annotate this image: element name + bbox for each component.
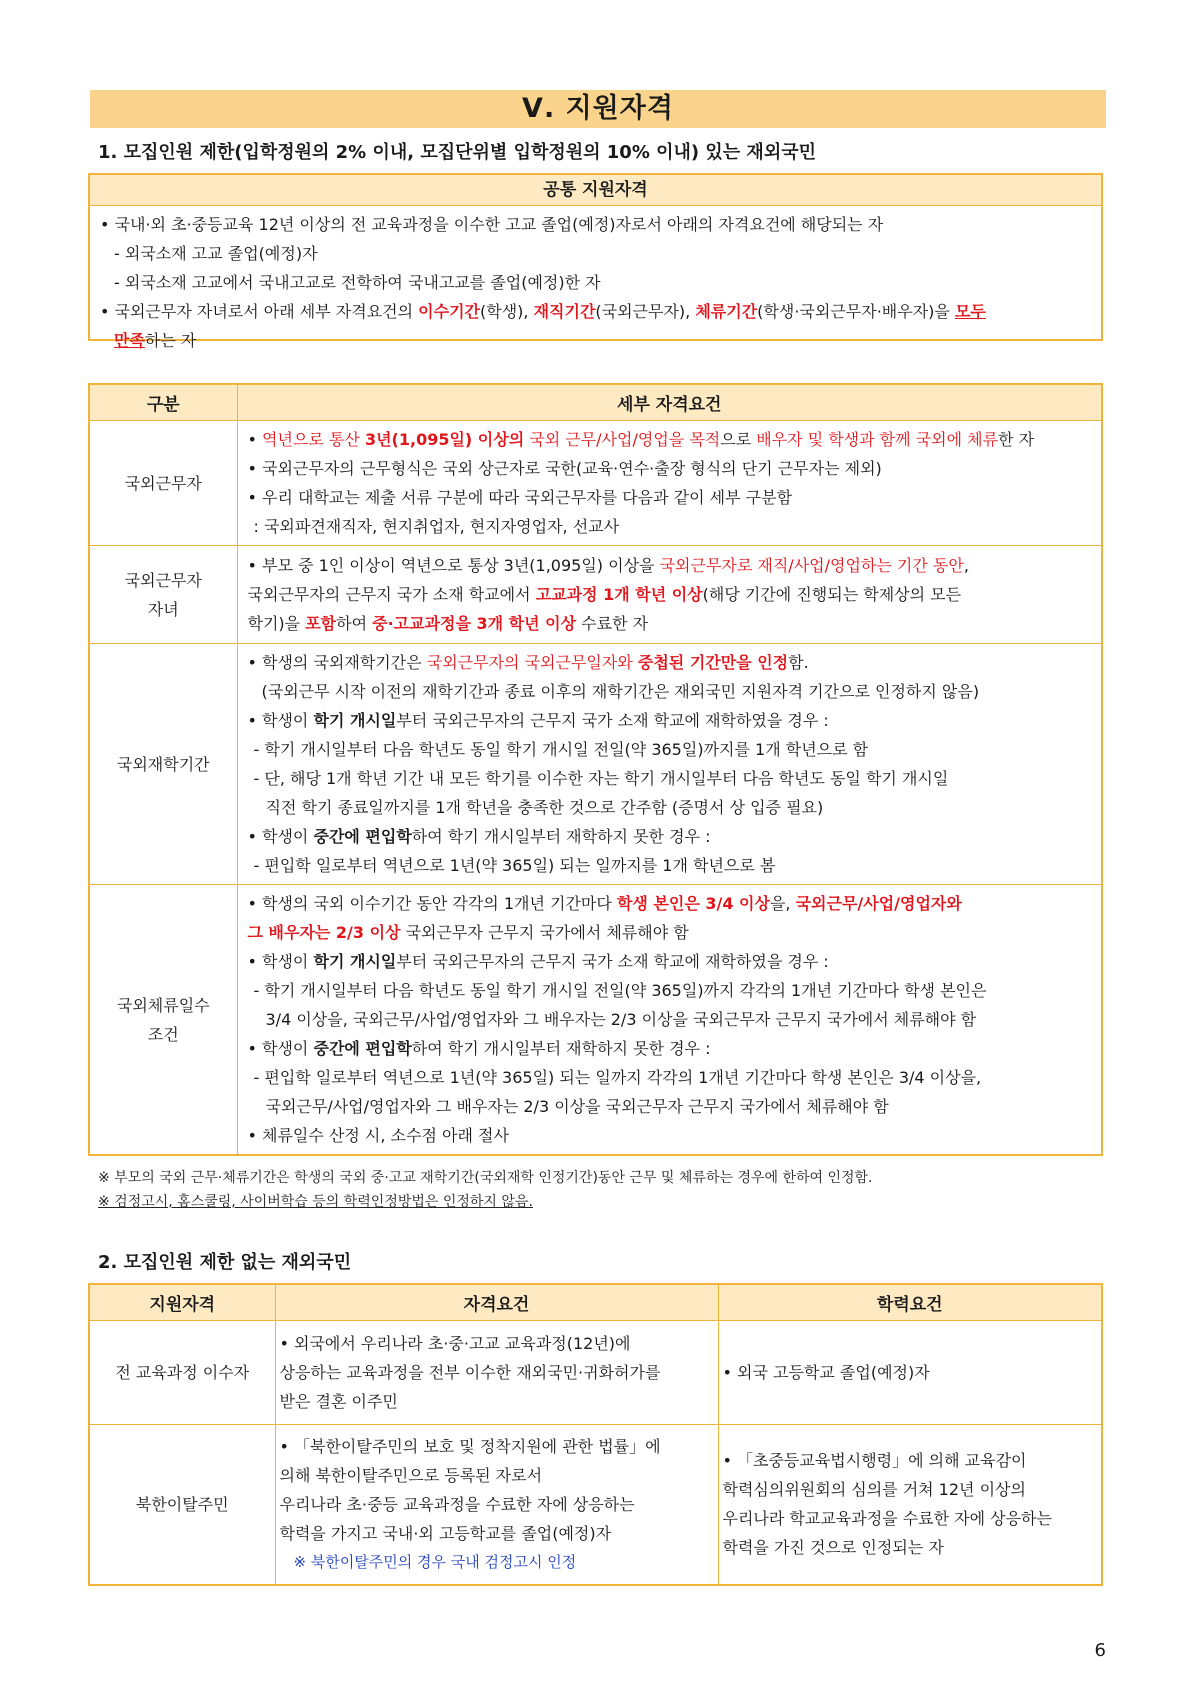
highlight-text: 학생 본인은 3/4 이상 — [616, 894, 770, 913]
common-line-4 — [100, 297, 1091, 326]
worker-line-4: : 국외파견재직자, 현지취업자, 현지자영업자, 선교사 — [253, 517, 620, 536]
row-education-defector — [718, 1425, 1102, 1585]
page-number: 6 — [1094, 1640, 1106, 1661]
highlight-text: 체류기간 — [695, 302, 758, 321]
row-label-worker: 국외근무자 — [89, 421, 237, 546]
education-line: 학력심의위원회의 심의를 거쳐 12년 이상의 — [722, 1480, 1026, 1500]
highlight-text: 국외 근무/사업/영업을 목적 — [524, 430, 721, 449]
text-span: , — [963, 556, 969, 575]
text-span: 학기)을 — [247, 614, 306, 633]
highlight-text: 3년(1,095일) 이상의 — [364, 430, 525, 449]
requirement-line: 의해 북한이탈주민으로 등록된 자로서 — [279, 1465, 543, 1485]
common-line-1: • 국내·외 초·중등교육 12년 이상의 전 교육과정을 이수한 고교 졸업(예정)자로서 아래의 자격요건에 해당되는 자 — [100, 215, 884, 234]
highlight-text: 이수기간 — [418, 302, 480, 321]
common-line-5 — [100, 326, 1091, 355]
worker-line-2: • 국외근무자의 근무형식은 국외 상근자로 국한(교육·연수·출장 형식의 단기 근무자는 제외) — [247, 459, 882, 478]
common-qualification-header: 공통 지원자격 — [90, 175, 1101, 206]
stay-line-7: - 편입학 일로부터 역년으로 1년(약 365일) 되는 일까지 각각의 1개년 기간마다 학생 본인은 3/4 이상을, — [253, 1068, 982, 1087]
study-line-5: - 단, 해당 1개 학년 기간 내 모든 학기를 이수한 자는 학기 개시일부터 다음 학년도 동일 학기 개시일 — [253, 769, 949, 788]
study-line-1 — [248, 648, 1094, 677]
row-education-full-course — [718, 1321, 1102, 1425]
no-limit-table — [88, 1283, 1103, 1586]
row-requirements-defector — [275, 1425, 718, 1585]
text-span: (해당 기간에 진행되는 학제상의 모든 — [702, 585, 962, 604]
study-line-4: - 학기 개시일부터 다음 학년도 동일 학기 개시일 전일(약 365일)까지를 1개 학년으로 함 — [253, 740, 869, 759]
text-span: • 학생의 국외 이수기간 동안 각각의 1개년 기간마다 — [247, 894, 617, 913]
highlight-text: 포함 — [305, 614, 337, 633]
child-line-3 — [248, 609, 1094, 638]
stay-line-1 — [248, 889, 1094, 918]
study-line-6: 직전 학기 종료일까지를 1개 학년을 충족한 것으로 간주함 (증명서 상 입증 필요) — [265, 798, 824, 817]
text-span: • 국외근무자 자녀로서 아래 세부 자격요건의 — [100, 302, 419, 321]
row-label-stay-days — [89, 885, 237, 1156]
text-span: • 학생이 — [247, 711, 314, 730]
row-label-line: 국외근무자 — [124, 570, 202, 590]
requirement-line: 우리나라 초·중등 교육과정을 수료한 자에 상응하는 — [279, 1494, 635, 1514]
child-line-2 — [248, 580, 1094, 609]
highlight-text: 역년으로 통산 — [262, 430, 365, 449]
text-span: 수료한 자 — [576, 614, 649, 633]
row-details-child — [237, 546, 1102, 644]
detail-requirements-table — [88, 383, 1103, 1156]
text-span: 하여 — [336, 614, 373, 633]
text-span: (학생·국외근무자·배우자)을 — [757, 302, 955, 321]
highlight-text: 재직기간 — [533, 302, 596, 321]
row-label-child — [89, 546, 237, 644]
text-span: • — [247, 430, 263, 449]
text-span: (학생), — [480, 302, 534, 321]
column-header-requirements: 자격요건 — [275, 1284, 718, 1321]
table-row-child — [89, 546, 1102, 644]
notes — [98, 1166, 873, 1214]
row-details-stay-days — [237, 885, 1102, 1156]
worker-line-1 — [248, 425, 1094, 454]
highlight-text: 고교과정 1개 학년 이상 — [535, 585, 703, 604]
common-line-2: - 외국소재 고교 졸업(예정)자 — [114, 244, 318, 263]
common-line-3: - 외국소재 고교에서 국내고교로 전학하여 국내고교를 졸업(예정)한 자 — [114, 273, 601, 292]
worker-line-3: • 우리 대학교는 제출 서류 구분에 따라 국외근무자를 다음과 같이 세부 구분함 — [247, 488, 793, 507]
text-span: 하여 학기 개시일부터 재학하지 못한 경우 : — [411, 827, 711, 846]
highlight-text: 국외근무자로 재직/사업/영업하는 기간 동안 — [659, 556, 964, 575]
row-details-study-period — [237, 644, 1102, 885]
text-span: 으로 — [720, 430, 757, 449]
page-title: Ⅴ. 지원자격 — [522, 93, 674, 124]
note-2: ※ 검정고시, 홈스쿨링, 사이버학습 등의 학력인정방법은 인정하지 않음. — [98, 1194, 533, 1210]
text-span: 부터 국외근무자의 근무지 국가 소재 학교에 재학하였을 경우 : — [396, 711, 829, 730]
section2-heading: 2. 모집인원 제한 없는 재외국민 — [98, 1252, 352, 1273]
table-row-defector — [89, 1425, 1102, 1585]
stay-line-8: 국외근무/사업/영업자와 그 배우자는 2/3 이상을 국외근무자 근무지 국가에서 체류해야 함 — [265, 1097, 889, 1116]
study-line-3 — [248, 706, 1094, 735]
bold-text: 학기 개시일 — [313, 952, 397, 971]
row-label-defector: 북한이탈주민 — [89, 1425, 275, 1585]
row-details-worker — [237, 421, 1102, 546]
common-qualification-box — [88, 173, 1103, 350]
requirement-line: 학력을 가지고 국내·외 고등학교를 졸업(예정)자 — [279, 1523, 612, 1543]
study-line-7 — [248, 822, 1094, 851]
child-line-1 — [248, 551, 1094, 580]
text-span: 함. — [788, 653, 809, 672]
common-qualification-body — [90, 206, 1101, 361]
education-line: • 「초중등교육법시행령」에 의해 교육감이 — [722, 1451, 1027, 1471]
row-label-study-period: 국외재학기간 — [89, 644, 237, 885]
text-span: • 학생이 — [247, 827, 314, 846]
table-row-worker — [89, 421, 1102, 546]
text-span: • 학생의 국외재학기간은 — [247, 653, 427, 672]
stay-line-4: - 학기 개시일부터 다음 학년도 동일 학기 개시일 전일(약 365일)까지 각각의 1개년 기간마다 학생 본인은 — [253, 981, 987, 1000]
row-label-line: 국외체류일수 — [116, 995, 210, 1015]
text-span: 국외근무자 근무지 국가에서 체류해야 함 — [400, 923, 689, 942]
text-span: 국외근무자의 근무지 국가 소재 학교에서 — [247, 585, 536, 604]
section1-heading: 1. 모집인원 제한(입학정원의 2% 이내, 모집단위별 입학정원의 10% 이내) 있는 재외국민 — [98, 142, 816, 163]
title-band — [90, 90, 1106, 128]
text-span: 부터 국외근무자의 근무지 국가 소재 학교에 재학하였을 경우 : — [396, 952, 829, 971]
highlight-text: 중·고교과정을 3개 학년 이상 — [372, 614, 577, 633]
stay-line-2 — [248, 918, 1094, 947]
requirement-line: 상응하는 교육과정을 전부 이수한 재외국민·귀화허가를 — [279, 1363, 661, 1382]
row-label-full-course: 전 교육과정 이수자 — [89, 1321, 275, 1425]
highlight-text: 만족 — [114, 331, 145, 350]
row-label-line: 조건 — [147, 1024, 179, 1044]
table-header-row — [89, 384, 1102, 421]
education-line: • 외국 고등학교 졸업(예정)자 — [722, 1363, 930, 1382]
study-line-2: (국외근무 시작 이전의 재학기간과 종료 이후의 재학기간은 재외국민 지원자격 기간으로 인정하지 않음) — [261, 682, 980, 701]
text-span: • 학생이 — [247, 952, 314, 971]
table-row-full-course — [89, 1321, 1102, 1425]
defector-note: ※ 북한이탈주민의 경우 국내 검정고시 인정 — [293, 1552, 577, 1571]
education-line: 우리나라 학교교육과정을 수료한 자에 상응하는 — [722, 1509, 1052, 1529]
column-header-category: 구분 — [89, 384, 237, 421]
note-1: ※ 부모의 국외 근무·체류기간은 학생의 국외 중·고교 재학기간(국외재학 인정기간)동안 근무 및 체류하는 경우에 한하여 인정함. — [98, 1170, 873, 1186]
text-span: (국외근무자), — [595, 302, 696, 321]
row-requirements-full-course — [275, 1321, 718, 1425]
highlight-text: 중첩된 기간만을 인정 — [637, 653, 789, 672]
table-header-row — [89, 1284, 1102, 1321]
highlight-text: 모두 — [954, 302, 986, 321]
text-span: 하여 학기 개시일부터 재학하지 못한 경우 : — [411, 1039, 711, 1058]
requirement-line: • 「북한이탈주민의 보호 및 정착지원에 관한 법률」에 — [279, 1436, 661, 1456]
table-row-stay-days — [89, 885, 1102, 1156]
highlight-text: 배우자 및 학생과 함께 국외에 체류 — [756, 430, 999, 449]
text-span: • 학생이 — [247, 1039, 314, 1058]
highlight-text: 국외근무자의 국외근무일자와 — [426, 653, 638, 672]
stay-line-5: 3/4 이상을, 국외근무/사업/영업자와 그 배우자는 2/3 이상을 국외근무자 근무지 국가에서 체류해야 함 — [265, 1010, 977, 1029]
stay-line-3 — [248, 947, 1094, 976]
text-span: 한 자 — [998, 430, 1035, 449]
stay-line-6 — [248, 1034, 1094, 1063]
bold-text: 학기 개시일 — [313, 711, 397, 730]
text-span: 을, — [769, 894, 796, 913]
highlight-text: 국외근무/사업/영업자와 — [795, 894, 962, 913]
row-label-line: 자녀 — [147, 599, 179, 619]
column-header-education: 학력요건 — [718, 1284, 1102, 1321]
column-header-details: 세부 자격요건 — [237, 384, 1102, 421]
education-line: 학력을 가진 것으로 인정되는 자 — [722, 1538, 944, 1558]
table-row-study-period — [89, 644, 1102, 885]
text-span: 하는 자 — [144, 331, 197, 350]
column-header-qualification: 지원자격 — [89, 1284, 275, 1321]
bold-text: 중간에 편입학 — [313, 1039, 412, 1058]
highlight-text: 그 배우자는 2/3 이상 — [247, 923, 401, 942]
requirement-line: • 외국에서 우리나라 초·중·고교 교육과정(12년)에 — [279, 1334, 631, 1353]
requirement-line: 받은 결혼 이주민 — [279, 1392, 398, 1411]
text-span: • 부모 중 1인 이상이 역년으로 통상 3년(1,095일) 이상을 — [247, 556, 660, 575]
stay-line-9: • 체류일수 산정 시, 소수점 아래 절사 — [247, 1126, 509, 1145]
bold-text: 중간에 편입학 — [313, 827, 412, 846]
study-line-8: - 편입학 일로부터 역년으로 1년(약 365일) 되는 일까지를 1개 학년으로 봄 — [253, 856, 776, 875]
